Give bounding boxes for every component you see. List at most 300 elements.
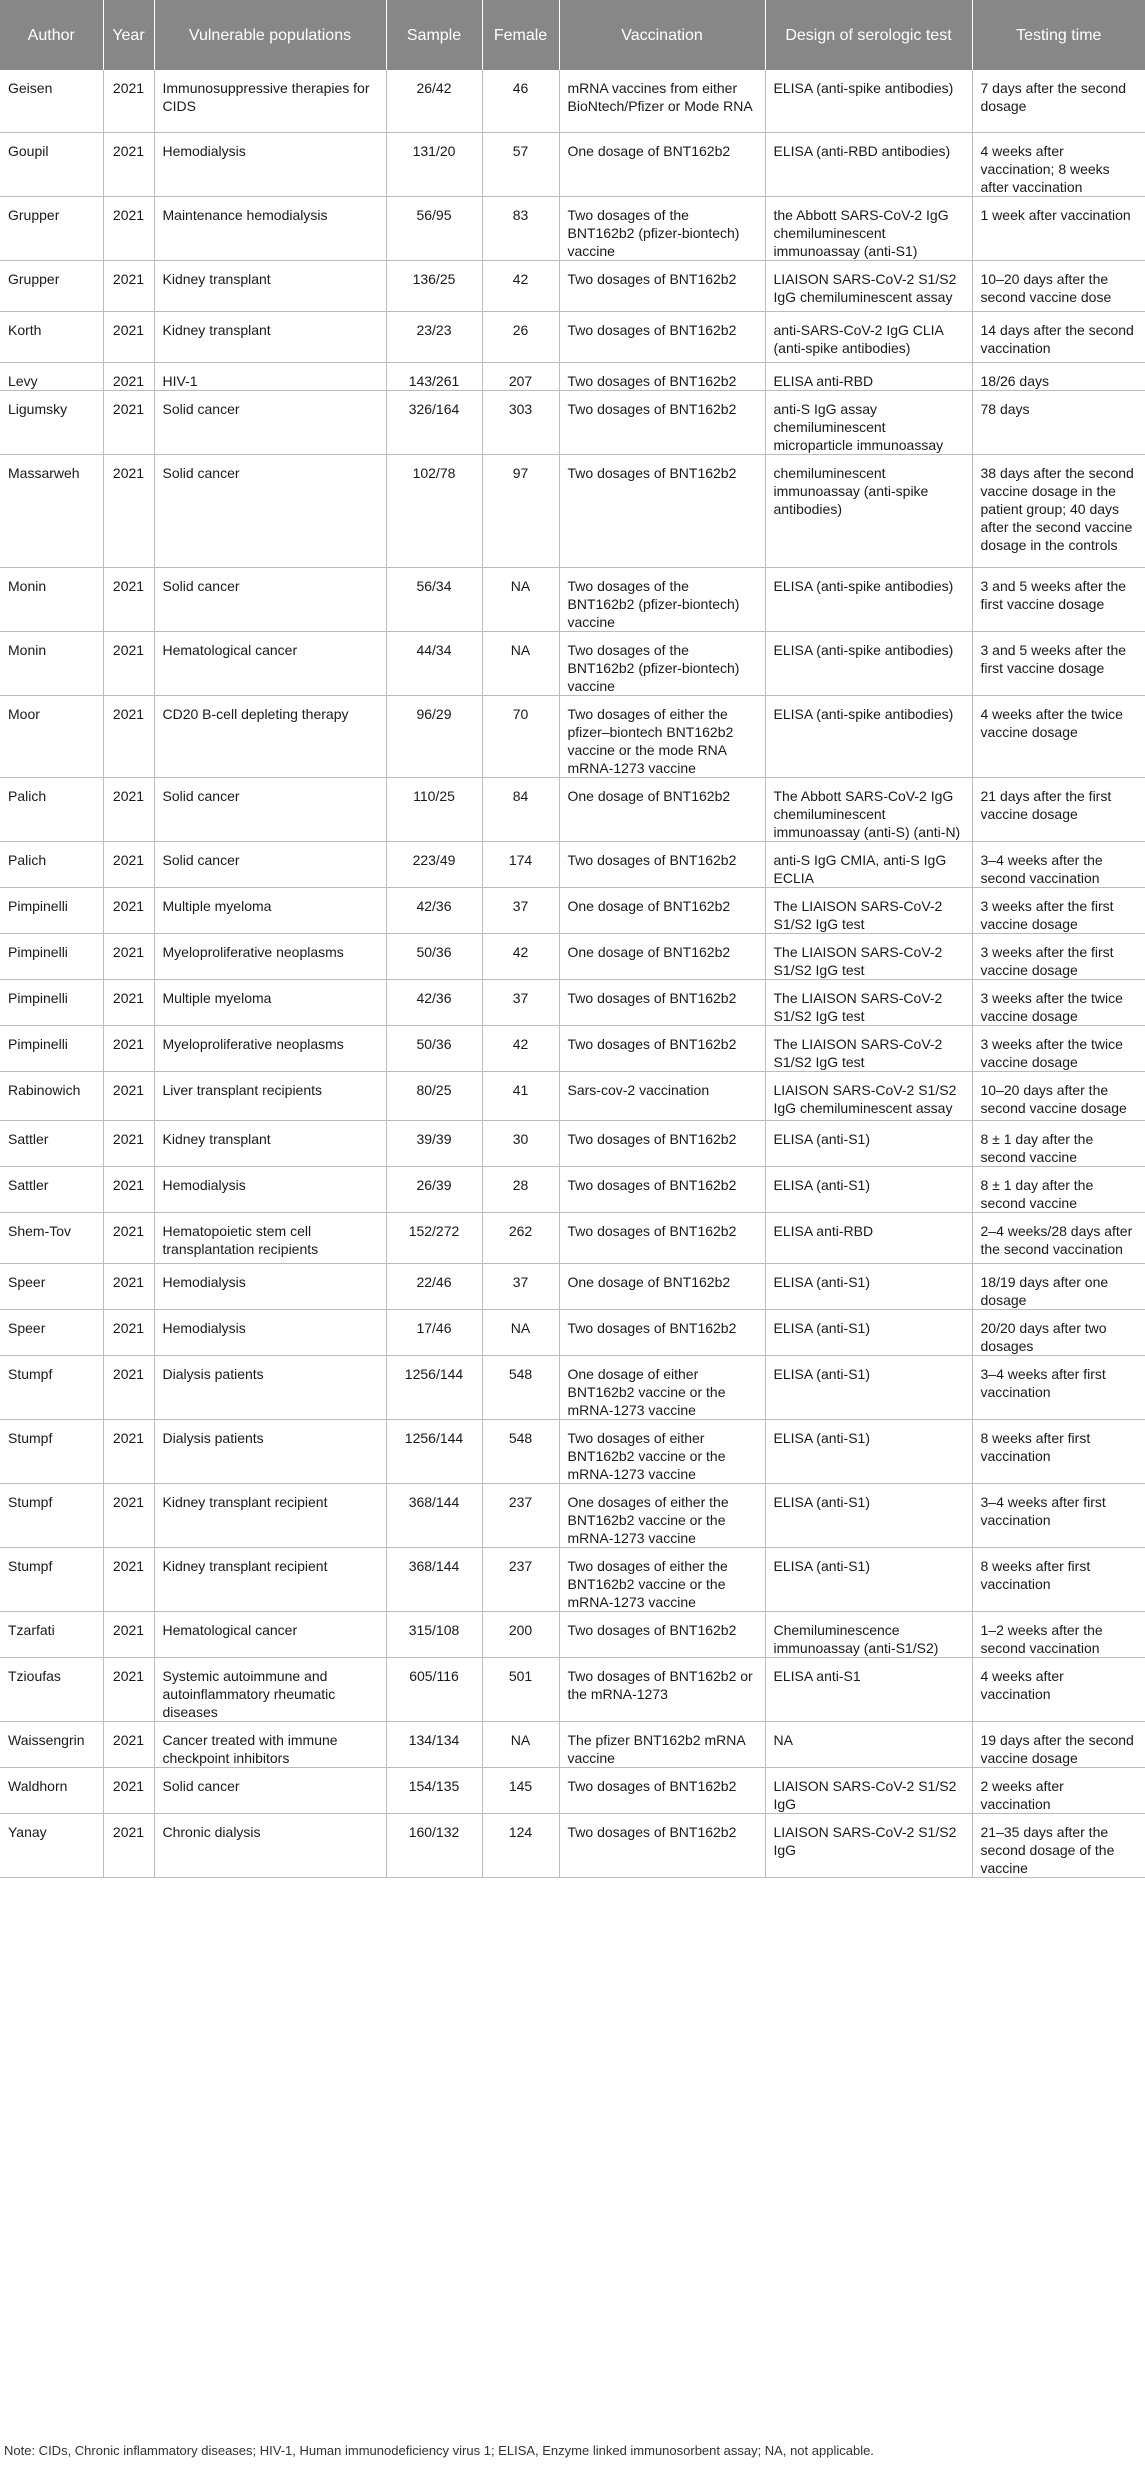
vaccination-cell: Two dosages of BNT162b2 [559, 1611, 765, 1657]
testing-time-cell: 10–20 days after the second vaccine dose [972, 260, 1145, 311]
testing-time-cell: 1–2 weeks after the second vaccination [972, 1611, 1145, 1657]
vaccination-cell: Two dosages of BNT162b2 [559, 311, 765, 362]
test-design-cell: ELISA (anti-S1) [765, 1166, 972, 1212]
population-cell: Solid cancer [154, 454, 386, 567]
female-cell: 237 [482, 1483, 559, 1547]
year-cell: 2021 [103, 1483, 154, 1547]
sample-cell: 154/135 [386, 1767, 482, 1813]
author-cell: Korth [0, 311, 103, 362]
population-cell: Multiple myeloma [154, 979, 386, 1025]
year-cell: 2021 [103, 1721, 154, 1767]
sample-cell: 223/49 [386, 841, 482, 887]
header-vulnerable-populations: Vulnerable populations [154, 0, 386, 70]
year-cell: 2021 [103, 777, 154, 841]
author-cell: Monin [0, 567, 103, 631]
female-cell: 548 [482, 1419, 559, 1483]
test-design-cell: ELISA anti-S1 [765, 1657, 972, 1721]
testing-time-cell: 18/19 days after one dosage [972, 1263, 1145, 1309]
header-vaccination: Vaccination [559, 0, 765, 70]
test-design-cell: LIAISON SARS-CoV-2 S1/S2 IgG chemiluminescent assay [765, 260, 972, 311]
test-design-cell: Chemiluminescence immunoassay (anti-S1/S2) [765, 1611, 972, 1657]
author-cell: Waldhorn [0, 1767, 103, 1813]
table-row [0, 567, 1145, 631]
author-cell: Shem-Tov [0, 1212, 103, 1263]
table-row [0, 979, 1145, 1025]
female-cell: 57 [482, 132, 559, 196]
table-row [0, 1721, 1145, 1767]
vaccination-cell: Two dosages of the BNT162b2 (pfizer-biontech) vaccine [559, 196, 765, 260]
year-cell: 2021 [103, 311, 154, 362]
year-cell: 2021 [103, 933, 154, 979]
vaccination-cell: Two dosages of BNT162b2 [559, 979, 765, 1025]
population-cell: Solid cancer [154, 841, 386, 887]
author-cell: Levy [0, 362, 103, 390]
test-design-cell: ELISA (anti-S1) [765, 1483, 972, 1547]
population-cell: Hemodialysis [154, 1263, 386, 1309]
sample-cell: 22/46 [386, 1263, 482, 1309]
population-cell: Hematological cancer [154, 631, 386, 695]
testing-time-cell: 20/20 days after two dosages [972, 1309, 1145, 1355]
population-cell: Liver transplant recipients [154, 1071, 386, 1120]
female-cell: 501 [482, 1657, 559, 1721]
vaccination-cell: One dosage of BNT162b2 [559, 933, 765, 979]
year-cell: 2021 [103, 362, 154, 390]
female-cell: 548 [482, 1355, 559, 1419]
header-testing-time: Testing time [972, 0, 1145, 70]
vaccination-cell: Two dosages of the BNT162b2 (pfizer-biontech) vaccine [559, 631, 765, 695]
year-cell: 2021 [103, 70, 154, 132]
year-cell: 2021 [103, 695, 154, 777]
author-cell: Stumpf [0, 1355, 103, 1419]
female-cell: 237 [482, 1547, 559, 1611]
year-cell: 2021 [103, 1309, 154, 1355]
year-cell: 2021 [103, 567, 154, 631]
table-row [0, 1767, 1145, 1813]
header-female: Female [482, 0, 559, 70]
test-design-cell: NA [765, 1721, 972, 1767]
vaccination-cell: Two dosages of BNT162b2 [559, 362, 765, 390]
test-design-cell: the Abbott SARS-CoV-2 IgG chemiluminescent immunoassay (anti-S1) [765, 196, 972, 260]
table-footnote: Note: CIDs, Chronic inflammatory diseases; HIV-1, Human immunodeficiency virus 1; ELISA, Enzyme linked immunosorbent assay; NA, not applicable. [4, 2443, 874, 2458]
table-row [0, 1263, 1145, 1309]
test-design-cell: LIAISON SARS-CoV-2 S1/S2 IgG [765, 1767, 972, 1813]
testing-time-cell: 10–20 days after the second vaccine dosage [972, 1071, 1145, 1120]
population-cell: Systemic autoimmune and autoinflammatory rheumatic diseases [154, 1657, 386, 1721]
table-row [0, 1419, 1145, 1483]
testing-time-cell: 18/26 days [972, 362, 1145, 390]
test-design-cell: anti-SARS-CoV-2 IgG CLIA (anti-spike antibodies) [765, 311, 972, 362]
female-cell: NA [482, 567, 559, 631]
sample-cell: 102/78 [386, 454, 482, 567]
author-cell: Yanay [0, 1813, 103, 1877]
female-cell: 200 [482, 1611, 559, 1657]
population-cell: Myeloproliferative neoplasms [154, 1025, 386, 1071]
sample-cell: 42/36 [386, 979, 482, 1025]
table-row [0, 260, 1145, 311]
year-cell: 2021 [103, 1611, 154, 1657]
test-design-cell: ELISA (anti-spike antibodies) [765, 695, 972, 777]
vaccination-cell: Two dosages of BNT162b2 [559, 1813, 765, 1877]
female-cell: 30 [482, 1120, 559, 1166]
test-design-cell: The LIAISON SARS-CoV-2 S1/S2 IgG test [765, 1025, 972, 1071]
year-cell: 2021 [103, 196, 154, 260]
test-design-cell: ELISA (anti-S1) [765, 1355, 972, 1419]
table-row [0, 311, 1145, 362]
author-cell: Moor [0, 695, 103, 777]
year-cell: 2021 [103, 1767, 154, 1813]
author-cell: Goupil [0, 132, 103, 196]
population-cell: Multiple myeloma [154, 887, 386, 933]
year-cell: 2021 [103, 1071, 154, 1120]
population-cell: Solid cancer [154, 1767, 386, 1813]
year-cell: 2021 [103, 132, 154, 196]
author-cell: Geisen [0, 70, 103, 132]
test-design-cell: LIAISON SARS-CoV-2 S1/S2 IgG chemiluminescent assay [765, 1071, 972, 1120]
vaccination-cell: Two dosages of BNT162b2 [559, 1120, 765, 1166]
vaccination-cell: mRNA vaccines from either BioNtech/Pfizer or Mode RNA [559, 70, 765, 132]
testing-time-cell: 19 days after the second vaccine dosage [972, 1721, 1145, 1767]
test-design-cell: anti-S IgG assay chemiluminescent microparticle immunoassay [765, 390, 972, 454]
testing-time-cell: 78 days [972, 390, 1145, 454]
population-cell: Dialysis patients [154, 1355, 386, 1419]
sample-cell: 152/272 [386, 1212, 482, 1263]
test-design-cell: ELISA (anti-spike antibodies) [765, 70, 972, 132]
header-row [0, 0, 1145, 70]
year-cell: 2021 [103, 1355, 154, 1419]
sample-cell: 96/29 [386, 695, 482, 777]
author-cell: Monin [0, 631, 103, 695]
author-cell: Speer [0, 1309, 103, 1355]
sample-cell: 42/36 [386, 887, 482, 933]
testing-time-cell: 8 weeks after first vaccination [972, 1419, 1145, 1483]
vaccination-cell: Two dosages of BNT162b2 [559, 1166, 765, 1212]
testing-time-cell: 38 days after the second vaccine dosage in the patient group; 40 days after the second vaccine dosage in the controls [972, 454, 1145, 567]
table-row [0, 695, 1145, 777]
year-cell: 2021 [103, 1419, 154, 1483]
vaccination-cell: One dosage of BNT162b2 [559, 132, 765, 196]
sample-cell: 44/34 [386, 631, 482, 695]
year-cell: 2021 [103, 887, 154, 933]
year-cell: 2021 [103, 1025, 154, 1071]
author-cell: Pimpinelli [0, 933, 103, 979]
test-design-cell: ELISA (anti-S1) [765, 1309, 972, 1355]
author-cell: Sattler [0, 1120, 103, 1166]
female-cell: 70 [482, 695, 559, 777]
testing-time-cell: 3 and 5 weeks after the first vaccine dosage [972, 567, 1145, 631]
author-cell: Speer [0, 1263, 103, 1309]
sample-cell: 56/95 [386, 196, 482, 260]
sample-cell: 368/144 [386, 1547, 482, 1611]
testing-time-cell: 8 ± 1 day after the second vaccine [972, 1120, 1145, 1166]
testing-time-cell: 3 weeks after the first vaccine dosage [972, 933, 1145, 979]
table-row [0, 933, 1145, 979]
population-cell: Cancer treated with immune checkpoint inhibitors [154, 1721, 386, 1767]
author-cell: Tzioufas [0, 1657, 103, 1721]
sample-cell: 131/20 [386, 132, 482, 196]
vaccination-cell: One dosage of either BNT162b2 vaccine or the mRNA-1273 vaccine [559, 1355, 765, 1419]
female-cell: 41 [482, 1071, 559, 1120]
author-cell: Stumpf [0, 1483, 103, 1547]
vaccination-cell: Two dosages of BNT162b2 [559, 1212, 765, 1263]
testing-time-cell: 3 and 5 weeks after the first vaccine dosage [972, 631, 1145, 695]
female-cell: 37 [482, 979, 559, 1025]
vaccination-cell: Two dosages of BNT162b2 [559, 260, 765, 311]
sample-cell: 1256/144 [386, 1355, 482, 1419]
table-row [0, 70, 1145, 132]
population-cell: Solid cancer [154, 777, 386, 841]
vaccination-cell: The pfizer BNT162b2 mRNA vaccine [559, 1721, 765, 1767]
test-design-cell: LIAISON SARS-CoV-2 S1/S2 IgG [765, 1813, 972, 1877]
sample-cell: 143/261 [386, 362, 482, 390]
female-cell: NA [482, 1309, 559, 1355]
vaccination-cell: Two dosages of BNT162b2 or the mRNA-1273 [559, 1657, 765, 1721]
year-cell: 2021 [103, 454, 154, 567]
test-design-cell: ELISA (anti-S1) [765, 1547, 972, 1611]
vaccination-cell: Two dosages of BNT162b2 [559, 841, 765, 887]
female-cell: 37 [482, 887, 559, 933]
population-cell: Kidney transplant [154, 260, 386, 311]
sample-cell: 39/39 [386, 1120, 482, 1166]
test-design-cell: The LIAISON SARS-CoV-2 S1/S2 IgG test [765, 887, 972, 933]
vaccination-cell: Two dosages of BNT162b2 [559, 1309, 765, 1355]
sample-cell: 50/36 [386, 933, 482, 979]
table-row [0, 1483, 1145, 1547]
vaccination-cell: Two dosages of the BNT162b2 (pfizer-biontech) vaccine [559, 567, 765, 631]
author-cell: Stumpf [0, 1419, 103, 1483]
sample-cell: 134/134 [386, 1721, 482, 1767]
test-design-cell: ELISA (anti-spike antibodies) [765, 631, 972, 695]
testing-time-cell: 8 ± 1 day after the second vaccine [972, 1166, 1145, 1212]
testing-time-cell: 3 weeks after the twice vaccine dosage [972, 1025, 1145, 1071]
author-cell: Stumpf [0, 1547, 103, 1611]
female-cell: 42 [482, 933, 559, 979]
population-cell: Kidney transplant [154, 311, 386, 362]
testing-time-cell: 3 weeks after the twice vaccine dosage [972, 979, 1145, 1025]
author-cell: Pimpinelli [0, 1025, 103, 1071]
female-cell: 37 [482, 1263, 559, 1309]
testing-time-cell: 7 days after the second dosage [972, 70, 1145, 132]
female-cell: 28 [482, 1166, 559, 1212]
table-row [0, 390, 1145, 454]
sample-cell: 110/25 [386, 777, 482, 841]
sample-cell: 368/144 [386, 1483, 482, 1547]
year-cell: 2021 [103, 1657, 154, 1721]
test-design-cell: ELISA anti-RBD [765, 362, 972, 390]
testing-time-cell: 1 week after vaccination [972, 196, 1145, 260]
table-row [0, 1309, 1145, 1355]
table-row [0, 1355, 1145, 1419]
vaccination-cell: One dosage of BNT162b2 [559, 777, 765, 841]
testing-time-cell: 3–4 weeks after first vaccination [972, 1483, 1145, 1547]
test-design-cell: chemiluminescent immunoassay (anti-spike antibodies) [765, 454, 972, 567]
year-cell: 2021 [103, 1263, 154, 1309]
female-cell: 174 [482, 841, 559, 887]
population-cell: Hemodialysis [154, 132, 386, 196]
sample-cell: 17/46 [386, 1309, 482, 1355]
table-row [0, 887, 1145, 933]
testing-time-cell: 14 days after the second vaccination [972, 311, 1145, 362]
author-cell: Ligumsky [0, 390, 103, 454]
vaccination-cell: Two dosages of either the BNT162b2 vaccine or the mRNA-1273 vaccine [559, 1547, 765, 1611]
female-cell: 97 [482, 454, 559, 567]
author-cell: Tzarfati [0, 1611, 103, 1657]
year-cell: 2021 [103, 841, 154, 887]
sample-cell: 160/132 [386, 1813, 482, 1877]
population-cell: Hemodialysis [154, 1166, 386, 1212]
test-design-cell: The LIAISON SARS-CoV-2 S1/S2 IgG test [765, 933, 972, 979]
vaccination-cell: Two dosages of BNT162b2 [559, 454, 765, 567]
table-body [0, 70, 1145, 1877]
test-design-cell: ELISA (anti-S1) [765, 1263, 972, 1309]
testing-time-cell: 3–4 weeks after first vaccination [972, 1355, 1145, 1419]
sample-cell: 315/108 [386, 1611, 482, 1657]
table-row [0, 132, 1145, 196]
table-row [0, 1813, 1145, 1877]
testing-time-cell: 4 weeks after the twice vaccine dosage [972, 695, 1145, 777]
test-design-cell: ELISA (anti-spike antibodies) [765, 567, 972, 631]
vaccination-cell: One dosages of either the BNT162b2 vaccine or the mRNA-1273 vaccine [559, 1483, 765, 1547]
test-design-cell: The Abbott SARS-CoV-2 IgG chemiluminescent immunoassay (anti-S) (anti-N) [765, 777, 972, 841]
table-row [0, 631, 1145, 695]
vaccination-cell: Two dosages of BNT162b2 [559, 1025, 765, 1071]
test-design-cell: The LIAISON SARS-CoV-2 S1/S2 IgG test [765, 979, 972, 1025]
female-cell: 42 [482, 1025, 559, 1071]
vaccination-cell: Two dosages of BNT162b2 [559, 1767, 765, 1813]
header-sample: Sample [386, 0, 482, 70]
testing-time-cell: 21–35 days after the second dosage of the vaccine [972, 1813, 1145, 1877]
sample-cell: 605/116 [386, 1657, 482, 1721]
sample-cell: 1256/144 [386, 1419, 482, 1483]
female-cell: NA [482, 631, 559, 695]
population-cell: HIV-1 [154, 362, 386, 390]
female-cell: 83 [482, 196, 559, 260]
vaccination-cell: Two dosages of BNT162b2 [559, 390, 765, 454]
table-row [0, 1071, 1145, 1120]
test-design-cell: ELISA (anti-RBD antibodies) [765, 132, 972, 196]
sample-cell: 80/25 [386, 1071, 482, 1120]
female-cell: 26 [482, 311, 559, 362]
population-cell: Hemodialysis [154, 1309, 386, 1355]
population-cell: Kidney transplant recipient [154, 1547, 386, 1611]
population-cell: Solid cancer [154, 390, 386, 454]
testing-time-cell: 21 days after the first vaccine dosage [972, 777, 1145, 841]
year-cell: 2021 [103, 1166, 154, 1212]
header-design-of-serologic-test: Design of serologic test [765, 0, 972, 70]
vaccination-cell: One dosage of BNT162b2 [559, 1263, 765, 1309]
year-cell: 2021 [103, 631, 154, 695]
year-cell: 2021 [103, 260, 154, 311]
population-cell: Dialysis patients [154, 1419, 386, 1483]
table-row [0, 1212, 1145, 1263]
table-row [0, 777, 1145, 841]
female-cell: 124 [482, 1813, 559, 1877]
sample-cell: 26/42 [386, 70, 482, 132]
year-cell: 2021 [103, 979, 154, 1025]
population-cell: Maintenance hemodialysis [154, 196, 386, 260]
population-cell: Immunosuppressive therapies for CIDS [154, 70, 386, 132]
population-cell: Kidney transplant [154, 1120, 386, 1166]
table-row [0, 1120, 1145, 1166]
testing-time-cell: 2–4 weeks/28 days after the second vaccination [972, 1212, 1145, 1263]
sample-cell: 136/25 [386, 260, 482, 311]
vaccination-cell: Two dosages of either BNT162b2 vaccine or the mRNA-1273 vaccine [559, 1419, 765, 1483]
author-cell: Sattler [0, 1166, 103, 1212]
population-cell: Hematopoietic stem cell transplantation recipients [154, 1212, 386, 1263]
year-cell: 2021 [103, 390, 154, 454]
vaccination-cell: Sars-cov-2 vaccination [559, 1071, 765, 1120]
population-cell: Chronic dialysis [154, 1813, 386, 1877]
table-row [0, 1166, 1145, 1212]
female-cell: 42 [482, 260, 559, 311]
year-cell: 2021 [103, 1547, 154, 1611]
test-design-cell: ELISA (anti-S1) [765, 1120, 972, 1166]
female-cell: 145 [482, 1767, 559, 1813]
table-row [0, 841, 1145, 887]
female-cell: 303 [482, 390, 559, 454]
table-row [0, 1025, 1145, 1071]
author-cell: Massarweh [0, 454, 103, 567]
sample-cell: 326/164 [386, 390, 482, 454]
author-cell: Palich [0, 777, 103, 841]
female-cell: 262 [482, 1212, 559, 1263]
testing-time-cell: 4 weeks after vaccination [972, 1657, 1145, 1721]
test-design-cell: anti-S IgG CMIA, anti-S IgG ECLIA [765, 841, 972, 887]
author-cell: Palich [0, 841, 103, 887]
author-cell: Grupper [0, 196, 103, 260]
vaccination-cell: Two dosages of either the pfizer–biontech BNT162b2 vaccine or the mode RNA mRNA-1273 vaccine [559, 695, 765, 777]
table-row [0, 362, 1145, 390]
testing-time-cell: 8 weeks after first vaccination [972, 1547, 1145, 1611]
table-header [0, 0, 1145, 70]
population-cell: Myeloproliferative neoplasms [154, 933, 386, 979]
author-cell: Pimpinelli [0, 979, 103, 1025]
population-cell: CD20 B-cell depleting therapy [154, 695, 386, 777]
table-row [0, 1657, 1145, 1721]
table-row [0, 454, 1145, 567]
population-cell: Kidney transplant recipient [154, 1483, 386, 1547]
author-cell: Rabinowich [0, 1071, 103, 1120]
year-cell: 2021 [103, 1120, 154, 1166]
header-author: Author [0, 0, 103, 70]
table-row [0, 196, 1145, 260]
test-design-cell: ELISA anti-RBD [765, 1212, 972, 1263]
test-design-cell: ELISA (anti-S1) [765, 1419, 972, 1483]
vaccination-cell: One dosage of BNT162b2 [559, 887, 765, 933]
population-cell: Hematological cancer [154, 1611, 386, 1657]
female-cell: 207 [482, 362, 559, 390]
female-cell: 84 [482, 777, 559, 841]
testing-time-cell: 2 weeks after vaccination [972, 1767, 1145, 1813]
author-cell: Waissengrin [0, 1721, 103, 1767]
sample-cell: 50/36 [386, 1025, 482, 1071]
author-cell: Grupper [0, 260, 103, 311]
population-cell: Solid cancer [154, 567, 386, 631]
table-row [0, 1611, 1145, 1657]
female-cell: 46 [482, 70, 559, 132]
year-cell: 2021 [103, 1212, 154, 1263]
sample-cell: 23/23 [386, 311, 482, 362]
testing-time-cell: 3 weeks after the first vaccine dosage [972, 887, 1145, 933]
sample-cell: 26/39 [386, 1166, 482, 1212]
female-cell: NA [482, 1721, 559, 1767]
year-cell: 2021 [103, 1813, 154, 1877]
testing-time-cell: 3–4 weeks after the second vaccination [972, 841, 1145, 887]
header-year: Year [103, 0, 154, 70]
testing-time-cell: 4 weeks after vaccination; 8 weeks after vaccination [972, 132, 1145, 196]
author-cell: Pimpinelli [0, 887, 103, 933]
table-row [0, 1547, 1145, 1611]
sample-cell: 56/34 [386, 567, 482, 631]
